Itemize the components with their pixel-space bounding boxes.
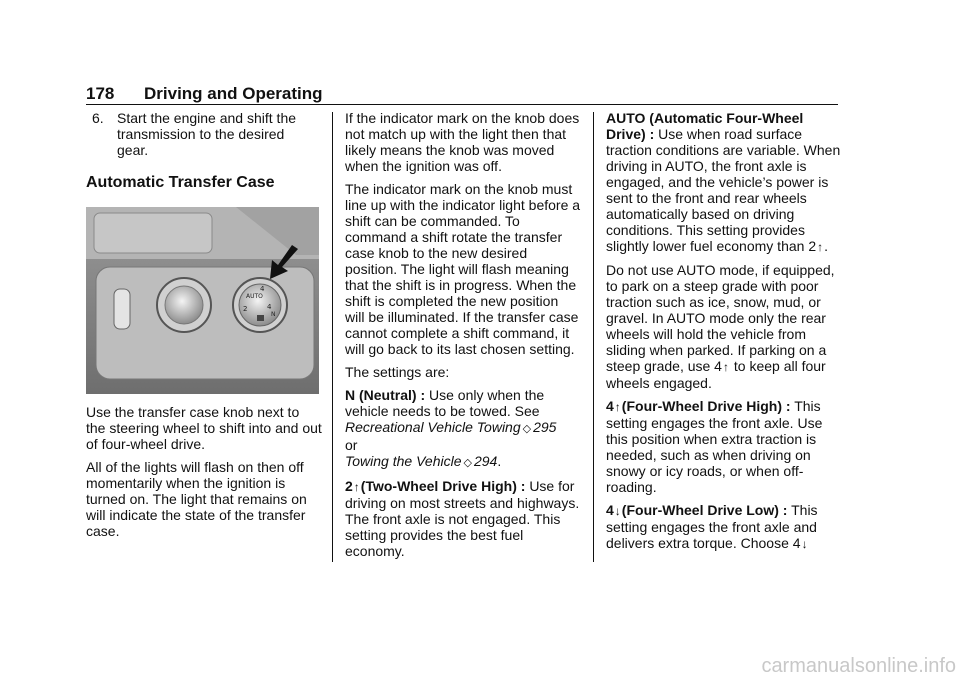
- page-number: 178: [86, 84, 115, 103]
- knob-label-2high: 2: [243, 305, 248, 313]
- section-heading: Automatic Transfer Case: [86, 174, 275, 191]
- column-2: [345, 110, 581, 566]
- transfer-case-illustration: [86, 207, 319, 394]
- arrow-down-icon: ↓: [614, 504, 621, 518]
- setting-four-high: 4↑(Four-Wheel Drive High) : This setting engages the front axle. Use this position when extra traction is needed, such as when driving on snowy or icy roads, or when off-roading.: [606, 398, 823, 495]
- column-divider: [332, 112, 333, 562]
- setting-label: 2↑(Two-Wheel Drive High) :: [345, 478, 526, 494]
- paragraph: The settings are:: [345, 364, 450, 380]
- arrow-down-icon: ↓: [801, 537, 808, 551]
- xref-link[interactable]: Towing the Vehicle: [345, 453, 462, 469]
- arrow-up-icon: ↑: [722, 360, 729, 374]
- setting-four-low: 4↓(Four-Wheel Drive Low) : This setting engages the front axle and delivers extra torque. Choose 4↓: [606, 502, 818, 551]
- knob-label-neutral: N: [271, 311, 276, 318]
- paragraph: The indicator mark on the knob must line up with the indicator light before a shift can be commanded. To command a shift rotate the transfer case knob to the new desired position. The light will flash meaning that the shift is in progress. When the shift is completed the new position will be illuminated. If the transfer case cannot complete a shift command, it will go back to its last chosen setting.: [345, 181, 581, 357]
- transfer-case-photo: [86, 207, 319, 394]
- column-1: [86, 110, 322, 546]
- setting-label: AUTO (Automatic Four-Wheel Drive) :: [606, 110, 804, 142]
- knob-label-4high: 4: [260, 285, 265, 293]
- xref-link[interactable]: Recreational Vehicle Towing: [345, 419, 521, 435]
- arrow-up-icon: ↑: [614, 400, 621, 414]
- watermark: carmanualsonline.info: [761, 655, 956, 677]
- column-divider: [593, 112, 594, 562]
- xref-page[interactable]: 294: [473, 453, 498, 469]
- step-number: 6.: [92, 110, 104, 126]
- knob-label-4low: 4: [267, 303, 272, 311]
- arrow-up-icon: ↑: [817, 240, 824, 254]
- step-6: [86, 110, 322, 158]
- column-3: [606, 110, 842, 559]
- setting-label: N (Neutral) :: [345, 387, 426, 403]
- setting-label: 4↑(Four-Wheel Drive High) :: [606, 398, 791, 414]
- setting-neutral: N (Neutral) : Use only when the vehicle needs to be towed. See Recreational Vehicle Towing ◇ 295 or Towing the Vehicle ◇ 294.: [345, 387, 557, 469]
- section-title: Driving and Operating: [144, 84, 323, 103]
- xref-page[interactable]: 295: [533, 419, 557, 435]
- setting-auto: AUTO (Automatic Four-Wheel Drive) : Use when road surface traction conditions are variable. When driving in AUTO, the front axle is engaged, and the vehicle’s power is sent to the front and rear wheels automatically based on driving conditions. This setting provides slightly lower fuel economy than 2↑.: [606, 110, 841, 254]
- paragraph: Do not use AUTO mode, if equipped, to park on a steep grade with poor traction such as ice, snow, mud, or gravel. In AUTO mode only the rear wheels will hold the vehicle from sliding when parked. If parking on a steep grade, use 4↑ to keep all four wheels engaged.: [606, 262, 835, 391]
- header-rule: [86, 104, 838, 105]
- page-header: [86, 83, 838, 105]
- step-text: Start the engine and shift the transmission to the desired gear.: [117, 110, 297, 158]
- paragraph: Use the transfer case knob next to the steering wheel to shift into and out of four-wheel drive.: [86, 404, 322, 452]
- paragraph: If the indicator mark on the knob does not match up with the light then that likely means the knob was moved when the ignition was off.: [345, 110, 580, 174]
- arrow-up-icon: ↑: [353, 480, 360, 494]
- page-ref-icon: ◇: [463, 457, 472, 469]
- knob-label-auto: AUTO: [246, 293, 263, 300]
- page-ref-icon: ◇: [522, 423, 532, 435]
- setting-label: 4↓(Four-Wheel Drive Low) :: [606, 502, 788, 518]
- setting-two-high: 2↑(Two-Wheel Drive High) : Use for driving on most streets and highways. The front axle is not engaged. This setting provides the best fuel economy.: [345, 478, 580, 559]
- paragraph: All of the lights will flash on then off momentarily when the ignition is turned on. The light that remains on will indicate the state of the transfer case.: [86, 459, 307, 539]
